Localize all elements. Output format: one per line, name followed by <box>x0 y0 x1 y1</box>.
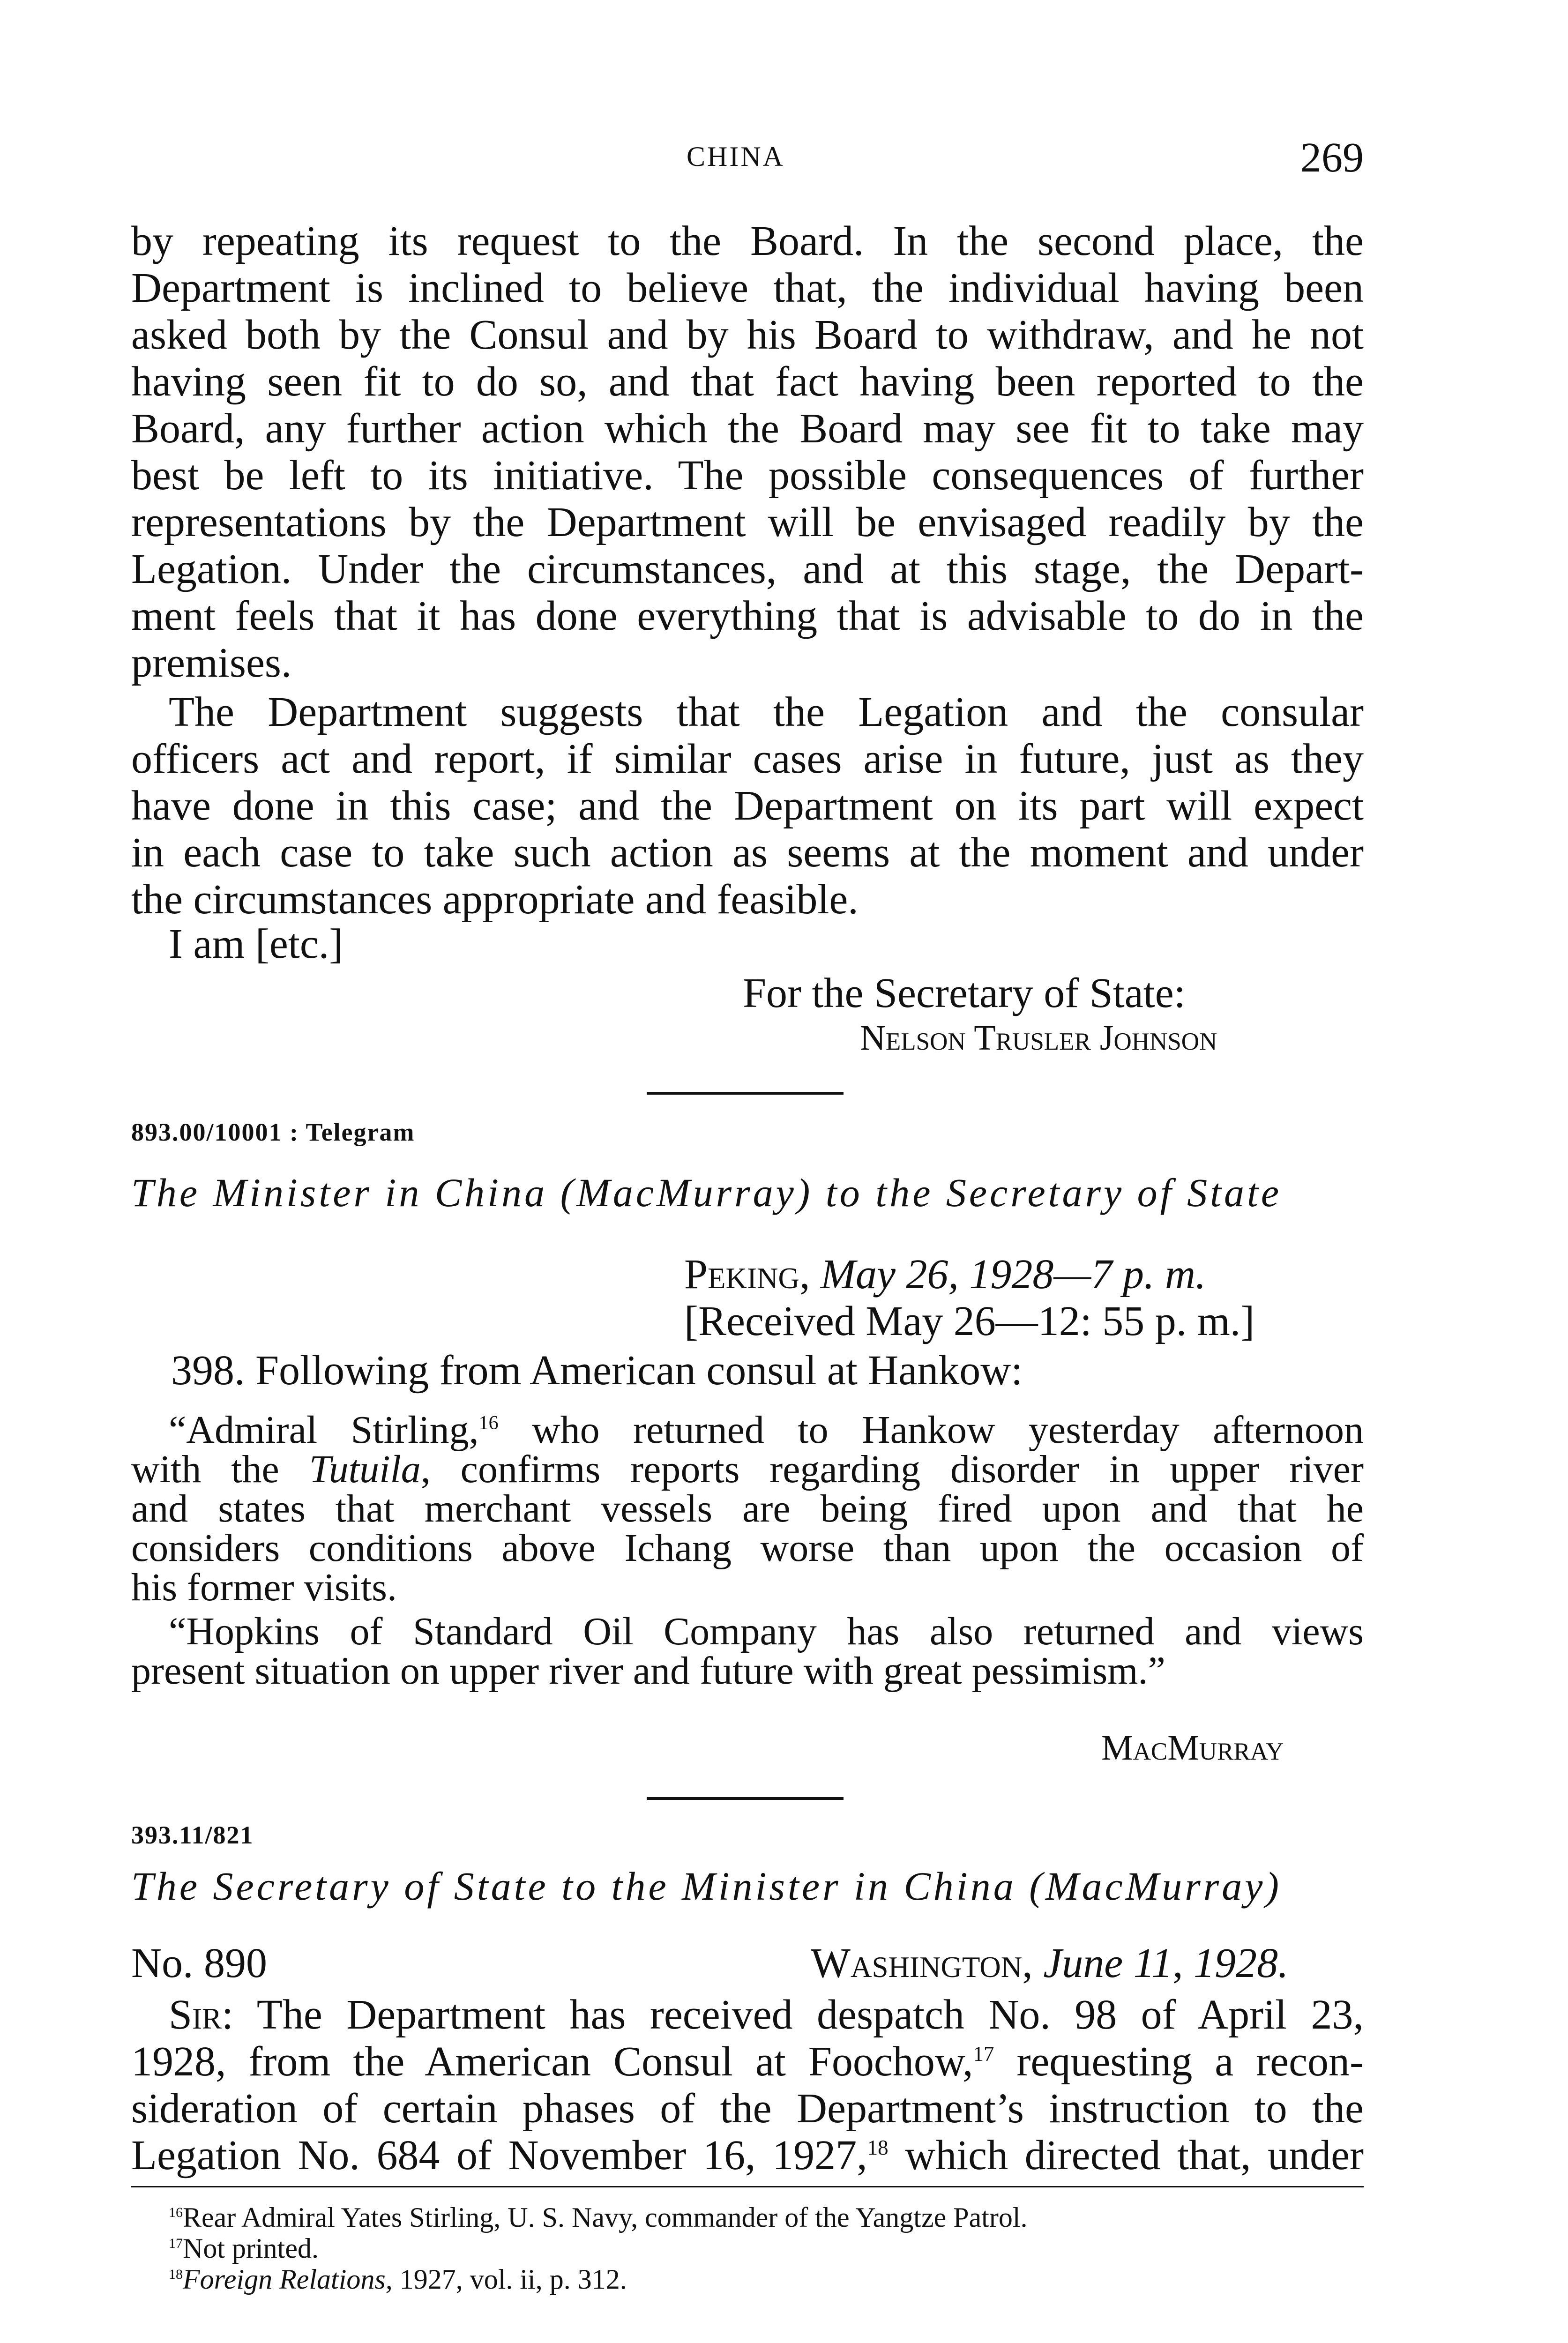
text-line: 1928, from the American Consul at Foochow,$^{17}$ requesting a recon- <box>131 2038 1364 2085</box>
quote-line: present situation on upper river and future with great pessimism.” <box>131 1649 1165 1693</box>
quote-line: with the Tutuila, confirms reports regarding disorder in upper river <box>131 1448 1364 1491</box>
text-line: premises. <box>131 640 292 686</box>
text-line: sideration of certain phases of the Department’s instruction to the <box>131 2085 1364 2132</box>
text-line: representations by the Department will be envisaged readily by the <box>131 499 1364 545</box>
footnote: $^{16}$Rear Admiral Yates Stirling, U. S. Navy, commander of the Yangtze Patrol. <box>169 2202 1028 2233</box>
file-number: 393.11/821 <box>131 1821 254 1849</box>
telegram-intro: 398. Following from American consul at Hankow: <box>171 1347 1023 1394</box>
text-line: by repeating its request to the Board. In the second place, the <box>131 218 1364 264</box>
dateline <box>811 1940 1289 1987</box>
footnote-ref: 17 <box>973 2042 994 2066</box>
text-line: have done in this case; and the Department on its part will expect <box>131 783 1364 829</box>
text-line: having seen fit to do so, and that fact having been reported to the <box>131 358 1364 405</box>
dateline <box>684 1251 1206 1298</box>
quote-line: his former visits. <box>131 1566 397 1609</box>
text-line: best be left to its initiative. The possible consequences of further <box>131 452 1364 499</box>
quote-line: and states that merchant vessels are being fired upon and that he <box>131 1487 1364 1530</box>
section-divider <box>647 1797 844 1800</box>
quote-line: considers conditions above Ichang worse than upon the occasion of <box>131 1526 1364 1570</box>
footnote: $^{17}$Not printed. <box>169 2233 319 2264</box>
file-number: 893.00/10001 : Telegram <box>131 1118 415 1146</box>
footnote-rule <box>131 2186 1364 2187</box>
text-line: ment feels that it has done everything that is advisable to do in the <box>131 593 1364 639</box>
document-heading: The Minister in China (MacMurray) to the Secretary of State <box>131 1170 1282 1215</box>
signoff: For the Secretary of State: <box>743 970 1186 1016</box>
text-line: Legation No. 684 of November 16, 1927,18 which directed that, under <box>131 2132 1364 2179</box>
text-line: Board, any further action which the Board may see fit to take may <box>131 405 1364 452</box>
running-header: CHINA <box>687 141 785 172</box>
text-line: the circumstances appropriate and feasible. <box>131 876 859 923</box>
quote-line: “Admiral Stirling,$^{16}$ who returned to Hankow yesterday afternoon <box>169 1408 1364 1452</box>
text-line: Department is inclined to believe that, the individual having been <box>131 265 1364 311</box>
section-divider <box>647 1092 844 1095</box>
date: June 11, 1928. <box>1043 1940 1289 1986</box>
footnote-ref: 18 <box>867 2136 889 2159</box>
text-line: asked both by the Consul and by his Board to withdraw, and he not <box>131 312 1364 358</box>
date: May 26, 1928—7 p. m. <box>821 1251 1206 1298</box>
place: Peking, <box>684 1251 810 1298</box>
despatch-number: No. 890 <box>131 1940 267 1986</box>
text-line: The Department suggests that the Legation and the consular <box>169 689 1364 735</box>
footnote: $^{18}$Foreign Relations, 1927, vol. ii, p. 312. <box>169 2264 627 2295</box>
signature: Nelson Trusler Johnson <box>860 1018 1217 1058</box>
text-line: Legation. Under the circumstances, and at this stage, the Depart- <box>131 546 1364 592</box>
text-line: in each case to take such action as seems at the moment and under <box>131 829 1364 876</box>
page-number: 269 <box>1300 134 1364 181</box>
text-line: officers act and report, if similar cases arise in future, just as they <box>131 736 1364 782</box>
footnote-ref: 16 <box>478 1412 499 1434</box>
quote-line: “Hopkins of Standard Oil Company has also returned and views <box>169 1610 1364 1653</box>
salutation: Sir: <box>169 1992 234 2038</box>
signature: MacMurray <box>1101 1728 1284 1768</box>
place: Washington, <box>811 1940 1033 1986</box>
document-heading: The Secretary of State to the Minister in China (MacMurray) <box>131 1864 1282 1909</box>
ship-name: Tutuila <box>309 1448 421 1491</box>
received-line: [Received May 26—12: 55 p. m.] <box>684 1298 1255 1344</box>
closing: I am [etc.] <box>169 921 343 967</box>
text-line: Sir: The Department has received despatch No. 98 of April 23, <box>169 1992 1364 2038</box>
